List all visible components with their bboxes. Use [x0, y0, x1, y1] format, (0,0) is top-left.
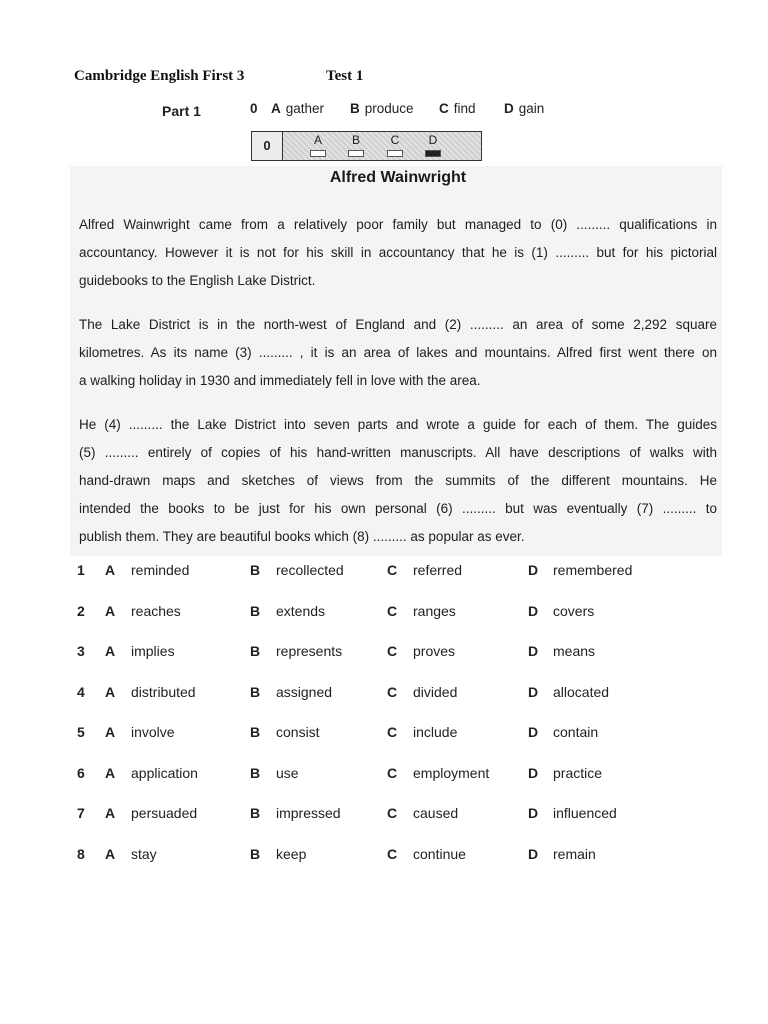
- option-c-word: referred: [413, 562, 463, 578]
- question-number: 1: [77, 562, 85, 578]
- option-b-word: keep: [276, 846, 307, 862]
- question-number: 4: [77, 684, 85, 700]
- example-number: 0: [250, 101, 258, 116]
- option-letter-b: B: [250, 643, 261, 659]
- paragraph-line: publish them. They are beautiful books which (8) ......... as popular as ever.: [79, 529, 525, 544]
- option-letter-a: A: [105, 643, 116, 659]
- option-c-word: employment: [413, 765, 490, 781]
- paragraph-line: a walking holiday in 1930 and immediately fell in love with the area.: [79, 373, 481, 388]
- option-b-word: recollected: [276, 562, 344, 578]
- question-number: 8: [77, 846, 85, 862]
- option-letter-d: D: [528, 765, 539, 781]
- option-c-word: divided: [413, 684, 458, 700]
- example-answer-box: [251, 131, 482, 161]
- paragraph-line: He (4) ......... the Lake District into seven parts and wrote a guide for each of them. The guides: [79, 417, 717, 432]
- option-letter-a: A: [105, 724, 116, 740]
- paragraph-1: [79, 211, 717, 295]
- option-d-word: contain: [553, 724, 599, 740]
- option-d-word: allocated: [553, 684, 610, 700]
- option-letter-d: D: [528, 603, 539, 619]
- option-d-word: practice: [553, 765, 603, 781]
- option-letter-b: B: [250, 684, 261, 700]
- paragraph-line: The Lake District is in the north-west of England and (2) ......... an area of some 2,292 square: [79, 317, 717, 332]
- option-letter-c: C: [387, 765, 398, 781]
- option-letter-a: A: [105, 603, 116, 619]
- option-c-word: include: [413, 724, 458, 740]
- option-letter-d: D: [528, 724, 539, 740]
- test-number: Test 1: [326, 68, 364, 84]
- option-letter-c: C: [387, 846, 398, 862]
- question-number: 7: [77, 805, 85, 821]
- question-number: 6: [77, 765, 85, 781]
- option-letter-d: D: [528, 562, 539, 578]
- part-label: Part 1: [162, 103, 201, 119]
- option-letter-a: A: [105, 684, 116, 700]
- option-c-word: proves: [413, 643, 456, 659]
- answer-mark-a: [310, 150, 326, 157]
- option-a-word: persuaded: [131, 805, 198, 821]
- option-a-word: implies: [131, 643, 175, 659]
- option-a-word: distributed: [131, 684, 196, 700]
- option-letter-c: C: [387, 562, 398, 578]
- answer-option-c: C: [385, 133, 405, 157]
- paragraph-line: kilometres. As its name (3) ......... , it is an area of lakes and mountains. Alfred first went there on: [79, 345, 717, 360]
- answer-mark-d-selected: [425, 150, 441, 157]
- document-title: Cambridge English First 3: [74, 68, 245, 84]
- option-letter-d: D: [528, 805, 539, 821]
- option-letter-b: B: [250, 805, 261, 821]
- option-b-word: assigned: [276, 684, 333, 700]
- option-letter-b: B: [250, 603, 261, 619]
- option-letter-c: C: [387, 805, 398, 821]
- paragraph-line: (5) ......... entirely of copies of his hand-written manuscripts. All have descriptions of walks with: [79, 445, 717, 460]
- option-letter-a: A: [105, 846, 116, 862]
- question-number: 3: [77, 643, 85, 659]
- option-letter-c: C: [387, 724, 398, 740]
- option-a-word: involve: [131, 724, 175, 740]
- paragraph-2: [79, 311, 717, 395]
- paragraph-line: hand-drawn maps and sketches of views from the summits of the different mountains. He: [79, 473, 717, 488]
- option-letter-b: B: [250, 846, 261, 862]
- option-c-word: ranges: [413, 603, 456, 619]
- option-d-word: remembered: [553, 562, 633, 578]
- option-b-word: consist: [276, 724, 320, 740]
- example-option-b: B produce: [350, 101, 414, 116]
- example-option-c: C find: [439, 101, 476, 116]
- answer-option-b: B: [346, 133, 366, 157]
- option-letter-b: B: [250, 724, 261, 740]
- option-letter-a: A: [105, 765, 116, 781]
- option-d-word: covers: [553, 603, 595, 619]
- answer-mark-c: [387, 150, 403, 157]
- answer-option-a: A: [308, 133, 328, 157]
- answer-mark-b: [348, 150, 364, 157]
- option-b-word: impressed: [276, 805, 341, 821]
- option-letter-b: B: [250, 765, 261, 781]
- option-d-word: influenced: [553, 805, 617, 821]
- option-a-word: application: [131, 765, 198, 781]
- example-option-d: D gain: [504, 101, 545, 116]
- paragraph-line: intended the books to be just for his own personal (6) ......... but was eventually (7) ......... to: [79, 501, 717, 516]
- option-b-word: use: [276, 765, 299, 781]
- option-letter-a: A: [105, 562, 116, 578]
- option-d-word: remain: [553, 846, 596, 862]
- option-letter-a: A: [105, 805, 116, 821]
- answer-box-number: 0: [252, 132, 283, 160]
- paragraph-3: [79, 411, 717, 551]
- question-number: 2: [77, 603, 85, 619]
- paragraph-line: guidebooks to the English Lake District.: [79, 273, 316, 288]
- option-d-word: means: [553, 643, 596, 659]
- option-a-word: reminded: [131, 562, 190, 578]
- option-letter-b: B: [250, 562, 261, 578]
- option-letter-d: D: [528, 643, 539, 659]
- option-a-word: reaches: [131, 603, 181, 619]
- option-letter-c: C: [387, 643, 398, 659]
- option-b-word: represents: [276, 643, 343, 659]
- passage-title: Alfred Wainwright: [329, 169, 467, 186]
- option-letter-d: D: [528, 846, 539, 862]
- example-option-a: A gather: [271, 101, 325, 116]
- option-letter-d: D: [528, 684, 539, 700]
- paragraph-line: accountancy. However it is not for his skill in accountancy that he is (1) ......... but for his pictorial: [79, 245, 717, 260]
- option-c-word: continue: [413, 846, 466, 862]
- option-b-word: extends: [276, 603, 326, 619]
- answer-option-d: D: [423, 133, 443, 157]
- option-letter-c: C: [387, 603, 398, 619]
- question-number: 5: [77, 724, 85, 740]
- paragraph-line: Alfred Wainwright came from a relatively poor family but managed to (0) ......... qualifications in: [79, 217, 717, 232]
- option-letter-c: C: [387, 684, 398, 700]
- option-c-word: caused: [413, 805, 459, 821]
- option-a-word: stay: [131, 846, 157, 862]
